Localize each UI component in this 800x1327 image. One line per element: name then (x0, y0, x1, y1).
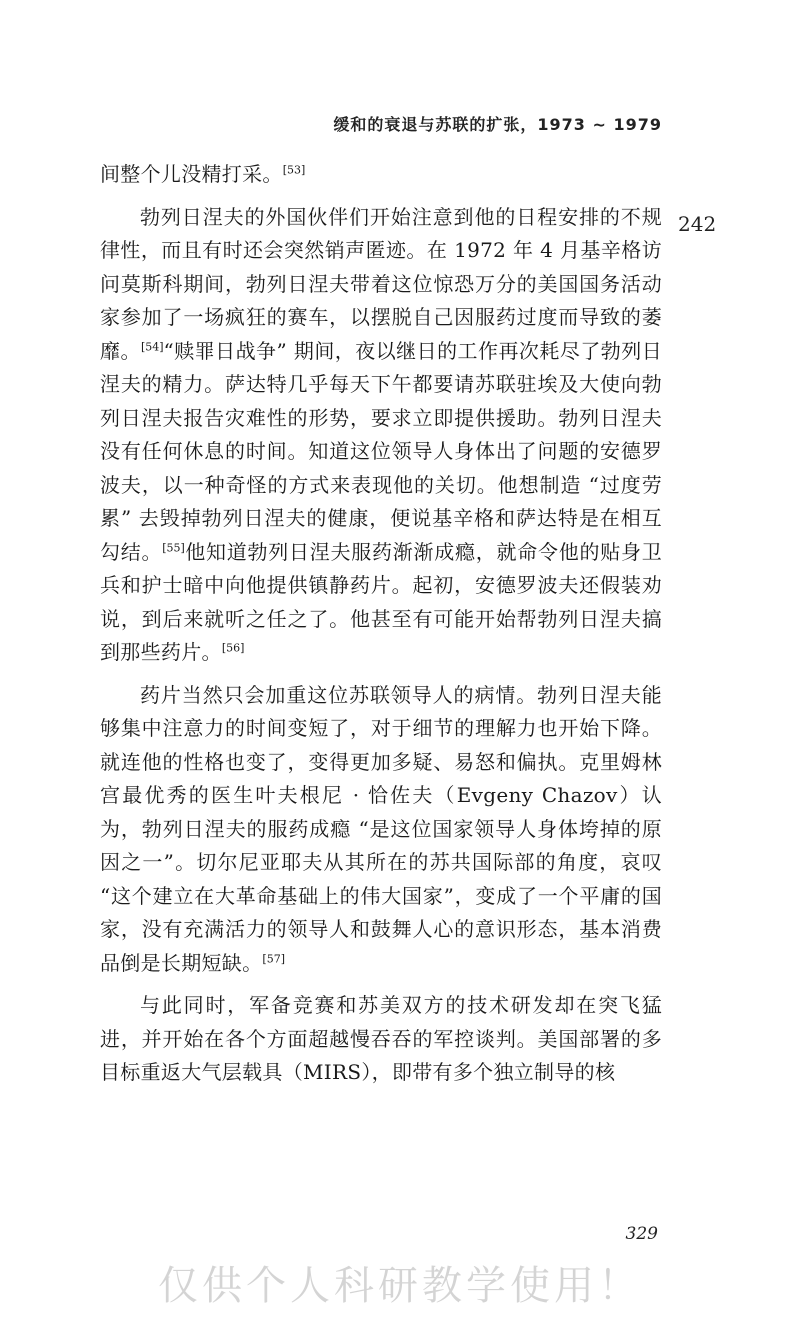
body-text (100, 158, 662, 1090)
margin-page-number: 242 (678, 212, 717, 236)
note-reference: [53] (282, 163, 306, 177)
text-span: 他知道勃列日涅夫服药渐渐成瘾，就命令他的贴身卫兵和护士暗中向他提供镇静药片。起初，安德罗波夫还假装劝说，到后来就听之任之了。他甚至有可能开始帮勃列日涅夫搞到那些药片。 (100, 539, 662, 664)
text-span: “赎罪日战争” 期间，夜以继日的工作再次耗尽了勃列日涅夫的精力。萨达特几乎每天下午都要请苏联驻埃及大使向勃列日涅夫报告灾难性的形势，要求立即提供援助。勃列日涅夫没有任何休息的时间。知道这位领导人身体出了问题的安德罗波夫，以一种奇怪的方式来表现他的关切。他想制造 “过度劳累” 去毁掉勃列日涅夫的健康，便说基辛格和萨达特是在相互勾结。 (100, 338, 663, 564)
paragraph (100, 679, 662, 981)
text-span: 勃列日涅夫的外国伙伴们开始注意到他的日程安排的不规律性，而且有时还会突然销声匿迹。在 1972 年 4 月基辛格访问莫斯科期间，勃列日涅夫带着这位惊恐万分的美国国务活动家参加了一场疯狂的赛车，以摆脱自己因服药过度而导致的萎靡。 (100, 204, 662, 363)
paragraph (100, 989, 662, 1090)
page-number: 329 (625, 1224, 658, 1244)
paragraph-continuation (100, 158, 662, 192)
running-head: 缓和的衰退与苏联的扩张，1973 ~ 1979 (333, 115, 662, 134)
note-reference: [56] (221, 641, 245, 655)
note-reference: [57] (262, 951, 285, 965)
text-span: 与此同时，军备竞赛和苏美双方的技术研发却在突飞猛进，并开始在各个方面超越慢吞吞的军控谈判。美国部署的多目标重返大气层载具（MIRS），即带有多个独立制导的核 (100, 993, 662, 1084)
text-span: 药片当然只会加重这位苏联领导人的病情。勃列日涅夫能够集中注意力的时间变短了，对于细节的理解力也开始下降。就连他的性格也变了，变得更加多疑、易怒和偏执。克里姆林宫最优秀的医生叶夫根尼 · 恰佐夫（Evgeny Chazov）认为，勃列日涅夫的服药成瘾 “是这位国家领导人身体垮掉的原因之一”。切尔尼亚耶夫从其所在的苏共国际部的角度，哀叹 “这个建立在大革命基础上的伟大国家”，变成了一个平庸的国家，没有充满活力的领导人和鼓舞人心的意识形态，基本消费品倒是长期短缺。 (100, 682, 662, 975)
note-reference: [54] (140, 339, 164, 353)
note-reference: [55] (162, 540, 185, 554)
text-span: 间整个儿没精打采。 (100, 162, 283, 186)
watermark: 仅供个人科研教学使用！ (158, 1263, 642, 1309)
paragraph (100, 201, 662, 670)
